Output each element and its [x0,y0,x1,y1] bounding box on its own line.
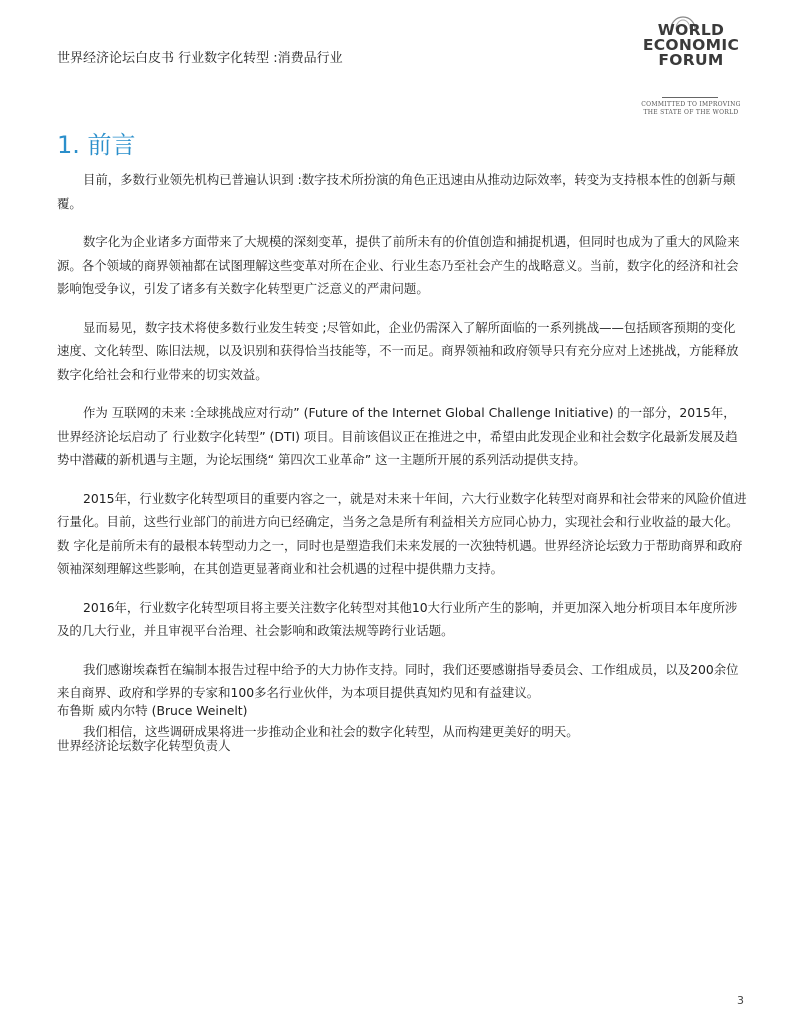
logo-line-economic: ECONOMIC [642,36,740,54]
section-heading: 1. 前言 [57,131,136,159]
page-number: 3 [737,994,744,1007]
paragraph-4: 作为 互联网的未来 :全球挑战应对行动” (Future of the Internet Global Challenge Initiative) 的一部分，2015年，世界经济论坛启动了 行业数字化转型” (DTI) 项目。目前该倡议正在推进之中，希望由此发现企业和社会数字化最新发展及趋势中潜藏的新机遇与主题，为论坛围绕“ 第四次工业革命” 这一主题所开展的系列活动提供支持。 [57,405,738,467]
paragraph-5: 2015年，行业数字化转型项目的重要内容之一，就是对未来十年间，六大行业数字化转型对商界和社会带来的风险价值进行量化。目前，这些行业部门的前进方向已经确定，当务之急是所有利益相关方应同心协力，实现社会和行业收益的最大化。数 字化是前所未有的最根本转型动力之一，同时也是塑造我们未来发展的一次独特机遇。世界经济论坛致力于帮助商界和政府 领袖深刻理解这些影响，在其创造更显著商业和社会机遇的过程中提供鼎力支持。 [57,490,747,576]
body-text [57,168,747,758]
signature-role: 世界经济论坛数字化转型负责人 [57,738,231,753]
paragraph-6: 2016年，行业数字化转型项目将主要关注数字化转型对其他10大行业所产生的影响，并更加深入地分析项目本年度所涉及的几大行业，并且审视平台治理、社会影响和政策法规等跨行业话题。 [57,599,738,638]
signature-name: 布鲁斯 威内尔特 (Bruce Weinelt) [57,703,248,718]
paragraph-3: 显而易见，数字技术将使多数行业发生转变 ;尽管如此，企业仍需深入了解所面临的一系列挑战——包括顾客预期的变化速度、文化转型、陈旧法规，以及识别和获得恰当技能等，不一而足。商界领袖和政府领导只有充分应对上述挑战，方能释放数字化给社会和行业带来的切实效益。 [57,319,739,382]
paragraph-8: 我们相信，这些调研成果将进一步推动企业和社会的数字化转型，从而构建更美好的明天。 [83,723,579,739]
logo-divider [662,97,718,98]
paragraph-7: 我们感谢埃森哲在编制本报告过程中给予的大力协作支持。同时，我们还要感谢指导委员会、工作组成员，以及200余位来自商界、政府和学界的专家和100多名行业伙伴，为本项目提供真知灼见和有益建议。 [57,661,739,700]
paragraph-2: 数字化为企业诸多方面带来了大规模的深刻变革，提供了前所未有的价值创造和捕捉机遇，但同时也成为了重大的风险来源。各个领域的商界领袖都在试图理解这些变革对所在企业、行业生态乃至社会产生的战略意义。当前，数字化的经济和社会影响饱受争议，引发了诸多有关数字化转型更广泛意义的严肃问题。 [57,234,740,296]
logo-line-forum: FORUM [658,51,724,69]
document-header-title: 世界经济论坛白皮书 行业数字化转型 :消费品行业 [57,51,343,66]
logo-line-world: WORLD [657,21,725,39]
logo-tagline: COMMITTED TO IMPROVING THE STATE OF THE WORLD [641,101,741,116]
paragraph-1: 目前，多数行业领先机构已普遍认识到 :数字技术所扮演的角色正迅速由从推动边际效率，转变为支持根本性的创新与颠覆。 [57,172,736,211]
